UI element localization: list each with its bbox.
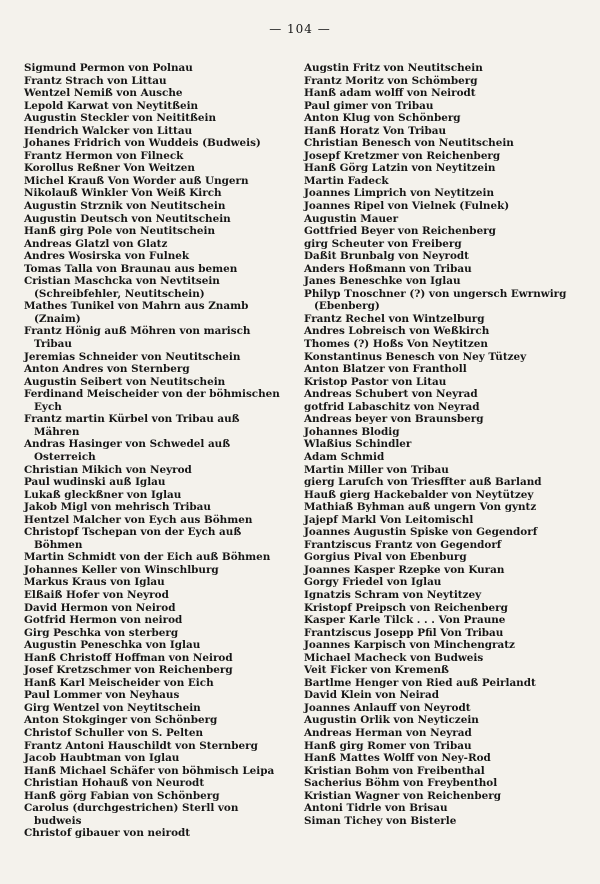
name-entry: Christopf Tschepan von der Eych auß Böhmen — [24, 526, 242, 551]
name-entry: Hanß Karl Meischeider von Eich — [24, 676, 214, 689]
name-entry: Hanß Michael Schäfer von böhmisch Leipa — [24, 764, 275, 777]
name-entry: Andreas Herman von Neyrad — [304, 726, 472, 739]
name-entry: Martin Miller von Tribau — [304, 463, 449, 476]
name-entry: Joannes Augustin Spiske von Gegendorf — [304, 526, 538, 539]
name-entry: Veit Ficker von Kremenß — [304, 664, 449, 677]
name-entry: Frantziscus Josepp Pfil Von Tribau — [304, 626, 504, 639]
name-entry: Gorgius Pival von Ebenburg — [304, 551, 467, 564]
name-entry: Nikolauß Winkler Von Weiß Kirch — [24, 187, 222, 200]
name-entry: Augustin Steckler von Neititßein — [24, 112, 217, 125]
name-entry: Hanß adam wolff von Neirodt — [304, 87, 476, 100]
name-entry: Jakob Migl von mehrisch Tribau — [24, 501, 211, 514]
name-entry: Anton Andres von Sternberg — [24, 363, 190, 376]
name-entry: Sacherius Böhm von Freybenthol — [304, 777, 498, 790]
name-entry: Bartlme Henger von Ried auß Peirlandt — [304, 676, 536, 689]
name-entry: Christian Hohauß von Neurodt — [24, 777, 205, 790]
name-entry: Johannes Blodig — [304, 425, 400, 438]
name-entry: Kristop Pastor von Litau — [304, 375, 447, 388]
name-entry: Paul Lommer von Neyhaus — [24, 689, 180, 702]
name-entry: Daßit Brunbalg von Neyrodt — [304, 250, 469, 263]
page-number: — 104 — — [269, 22, 331, 36]
name-entry: Markus Kraus von Iglau — [24, 576, 165, 589]
name-entry: Martin Fadeck — [304, 174, 389, 187]
name-entry: Frantz Hönig auß Möhren von marisch Tribau — [24, 325, 251, 351]
name-entry: Frantz martin Kürbel von Tribau auß Mähren — [24, 413, 240, 438]
name-entry: Konstantinus Benesch von Ney Tützey — [304, 350, 527, 363]
name-entry: Anton Blatzer von Frantholl — [304, 363, 467, 376]
name-entry: Augustin Deutsch von Neutitschein — [24, 212, 231, 225]
name-entry: Michel Krauß Von Worder auß Ungern — [24, 174, 249, 187]
name-entry: Josepf Kretzmer von Reichenberg — [304, 149, 501, 162]
name-entry: Frantz Hermon von Filneck — [24, 149, 184, 162]
name-entry: Andreas beyer von Braunsberg — [304, 413, 484, 426]
name-entry: David Hermon von Neirod — [24, 601, 176, 614]
name-entry: Carolus (durchgestrichen) Sterll von budweis — [24, 802, 239, 827]
name-entry: Kristopf Preipsch von Reichenberg — [304, 601, 508, 614]
name-entry: Hanß Horatz Von Tribau — [304, 124, 447, 137]
name-entry: Wlaßius Schindler — [304, 438, 412, 451]
name-entry: girg Scheuter von Freiberg — [304, 237, 462, 250]
name-entry: Lepold Karwat von Neytitßein — [24, 99, 199, 112]
name-entry: Joannes Ripel von Vielnek (Fulnek) — [304, 200, 510, 213]
name-entry: Johannes Keller von Winschlburg — [24, 563, 219, 576]
name-entry: Joannes Limprich von Neytitzein — [304, 187, 495, 200]
name-entry: Andres Wosirska von Fulnek — [24, 250, 190, 263]
name-entry: David Klein von Neirad — [304, 689, 439, 702]
name-entry: Hentzel Malcher von Eych aus Böhmen — [24, 513, 253, 526]
name-entry: Anders Hoßmann von Tribau — [304, 262, 472, 275]
name-entry: Augustin Orlik von Neyticzein — [304, 714, 479, 727]
name-entry: Augustin Mauer — [304, 212, 399, 225]
name-entry: Augustin Peneschka von Iglau — [24, 639, 201, 652]
name-entry: Sigmund Permon von Polnau — [24, 62, 193, 74]
name-entry: Michael Macheck von Budweis — [304, 651, 484, 664]
name-list-right-column — [304, 62, 576, 827]
name-entry: Mathes Tunikel von Mahrn aus Znamb (Znaim) — [24, 300, 249, 325]
name-entry: Gotfrid Hermon von neirod — [24, 614, 183, 627]
name-entry: Ignatzis Schram von Neytitzey — [304, 588, 482, 601]
name-entry: Christof gibauer von neirodt — [24, 827, 191, 840]
name-entry: Ferdinand Meischeider von der böhmischen Eych — [24, 388, 280, 413]
name-entry: Korollus Reßner Von Weitzen — [24, 162, 195, 175]
name-entry: Gorgy Friedel von Iglau — [304, 576, 442, 589]
name-entry: gierg Laruſch von Triesffter auß Barland — [304, 476, 542, 489]
name-entry: Janes Beneschke von Iglau — [304, 275, 461, 288]
name-entry: Wentzel Nemiß von Ausche — [24, 87, 183, 100]
name-entry: Lukaß gleckßner von Iglau — [24, 488, 182, 501]
name-entry: Paul wudinski auß Iglau — [24, 476, 166, 489]
name-entry: Christof Schuller von S. Pelten — [24, 726, 204, 739]
name-entry: Augstin Fritz von Neutitschein — [304, 62, 483, 74]
name-entry: Christian Mikich von Neyrod — [24, 463, 192, 476]
name-entry: Hauß gierg Hackebalder von Neytützey — [304, 488, 534, 501]
name-entry: Tomas Talla von Braunau aus bemen — [24, 262, 238, 275]
name-entry: Anton Stokginger von Schönberg — [24, 714, 218, 727]
name-entry: Elßaiß Hofer von Neyrod — [24, 588, 169, 601]
name-entry: Siman Tichey von Bisterle — [304, 814, 457, 827]
name-entry: Frantz Moritz von Schömberg — [304, 74, 478, 87]
name-entry: Hanß Görg Latzin von Neytitzein — [304, 162, 496, 175]
name-entry: Anton Klug von Schönberg — [304, 112, 461, 125]
name-entry: Kristian Wagner von Reichenberg — [304, 789, 501, 802]
name-entry: Girg Wentzel von Neytitschein — [24, 701, 201, 714]
name-entry: Joannes Anlauff von Neyrodt — [304, 701, 471, 714]
name-entry: Kristian Bohm von Freibenthal — [304, 764, 485, 777]
name-entry: Mathiaß Byhman auß ungern Von gyntz — [304, 501, 537, 514]
name-entry: Hanß Mattes Wolff von Ney-Rod — [304, 752, 491, 765]
name-entry: Frantziscus Frantz von Gegendorf — [304, 538, 502, 551]
name-entry: Andres Lobreisch von Weßkirch — [304, 325, 490, 338]
name-entry: gotfrid Labaschitz von Neyrad — [304, 400, 480, 413]
name-entry: Joannes Kasper Rzepke von Kuran — [304, 563, 505, 576]
name-entry: Hanß girg Romer von Tribau — [304, 739, 472, 752]
name-entry: Thomes (?) Hoßs Von Neytitzen — [304, 338, 488, 351]
name-entry: Hanß Christoff Hoffman von Neirod — [24, 651, 233, 664]
name-entry: Kasper Karle Tilck . . . Von Praune — [304, 614, 506, 627]
name-entry: Paul gimer von Tribau — [304, 99, 434, 112]
name-entry: Johanes Fridrich von Wuddeis (Budweis) — [24, 137, 261, 150]
name-entry: Frantz Strach von Littau — [24, 74, 167, 87]
name-entry: Martin Schmidt von der Eich auß Böhmen — [24, 551, 271, 564]
name-entry: Philyp Tnoschner (?) von ungersch Ewrnwirg (Ebenberg) — [304, 287, 567, 313]
name-entry: Frantz Antoni Hauschildt von Sternberg — [24, 739, 258, 752]
name-entry: Jacob Haubtman von Iglau — [24, 752, 180, 765]
name-entry: Andreas Schubert von Neyrad — [304, 388, 478, 401]
name-entry: Andreas Glatzl von Glatz — [24, 237, 168, 250]
name-entry: Hendrich Walcker von Littau — [24, 124, 193, 137]
name-entry: Joannes Karpisch von Minchengratz — [304, 639, 515, 652]
name-entry: Hanß görg Fabian von Schönberg — [24, 789, 220, 802]
name-entry: Hanß girg Pole von Neutitschein — [24, 225, 216, 238]
name-entry: Gottfried Beyer von Reichenberg — [304, 225, 496, 238]
name-entry: Girg Peschka von sterberg — [24, 626, 179, 639]
name-entry: Antoni Tidrle von Brisau — [304, 802, 448, 815]
name-entry: Frantz Rechel von Wintzelburg — [304, 312, 485, 325]
name-entry: Jeremias Schneider von Neutitschein — [24, 350, 241, 363]
name-entry: Josef Kretzschmer von Reichenberg — [24, 664, 233, 677]
name-entry: Adam Schmid — [304, 450, 385, 463]
name-entry: Andras Hasinger von Schwedel auß Osterreich — [24, 438, 231, 463]
name-entry: Cristian Maschcka von Nevtitsein (Schreibfehler, Neutitschein) — [24, 275, 220, 300]
name-entry: Augustin Seibert von Neutitschein — [24, 375, 226, 388]
name-entry: Jajepf Markl Von Leitomischl — [304, 513, 474, 526]
name-list-left-column — [24, 62, 288, 840]
name-entry: Christian Benesch von Neutitschein — [304, 137, 514, 150]
name-entry: Augustin Strznik von Neutitschein — [24, 200, 226, 213]
